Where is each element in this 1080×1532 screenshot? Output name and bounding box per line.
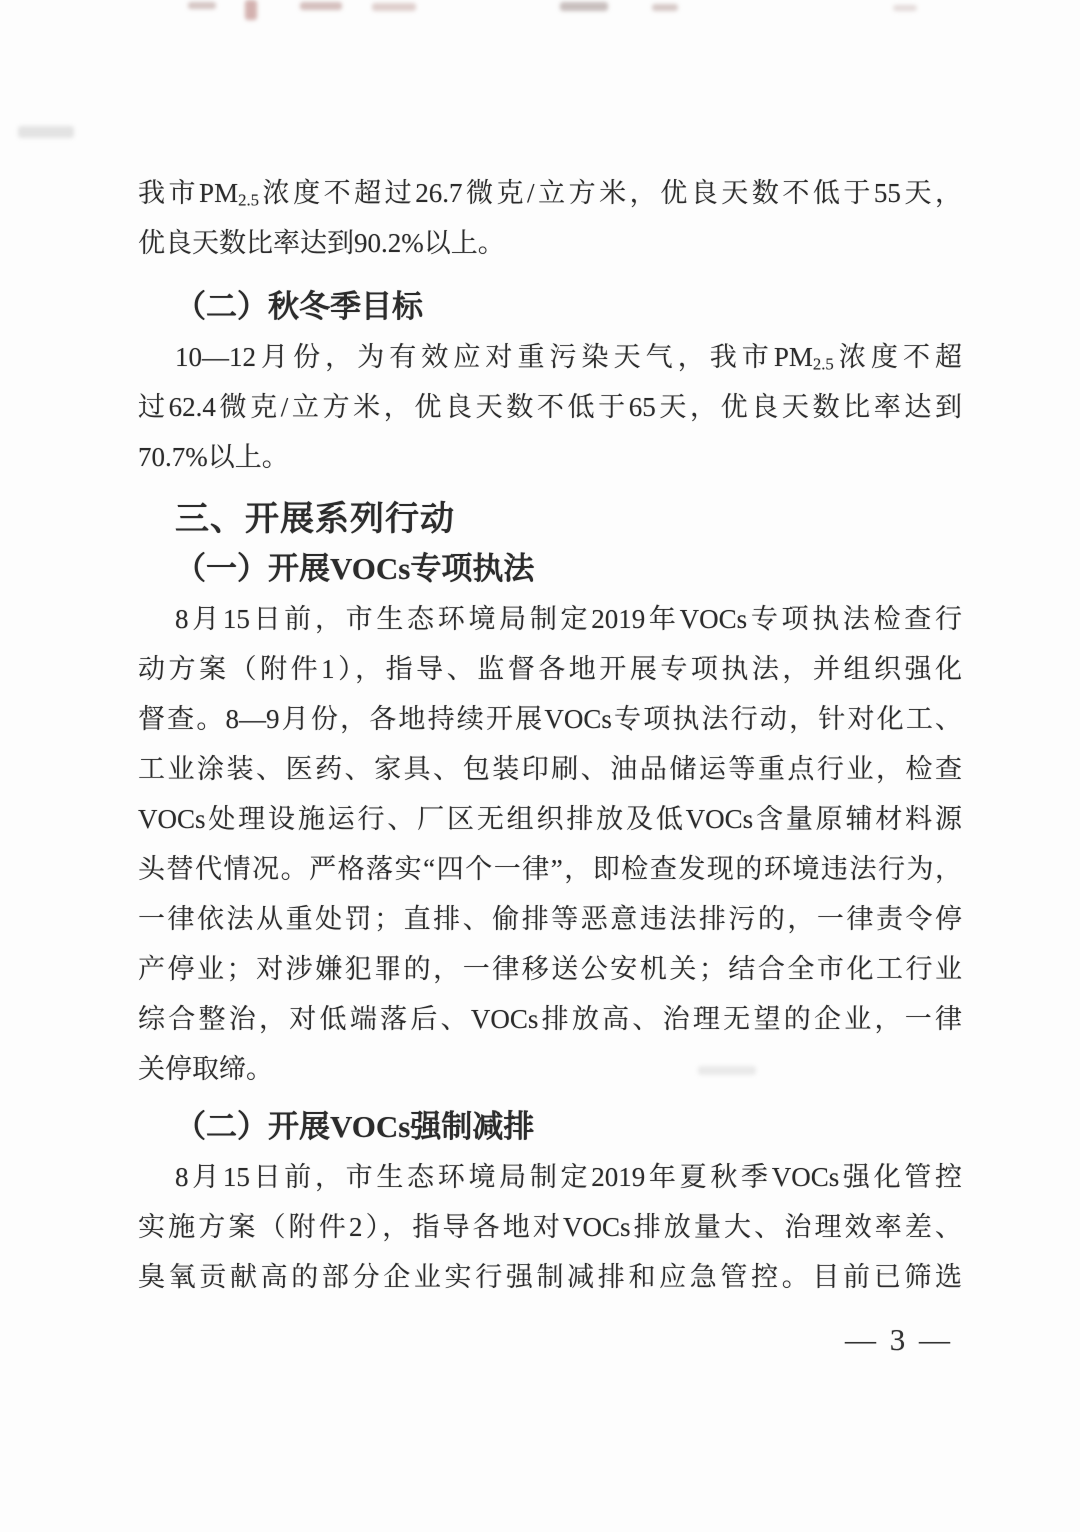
heading-text: （一）开展VOCs专项执法	[175, 551, 535, 586]
text-line	[138, 432, 962, 482]
text-segment: 过62.4微克/立方米，优良天数不低于65天，优良天数比率达到	[138, 392, 962, 422]
text-segment: 70.7%以上。	[138, 442, 289, 472]
section-heading-vocs-mandatory-reduction	[138, 1102, 962, 1152]
scan-artifact	[893, 5, 917, 11]
scan-artifact	[300, 2, 342, 10]
text-segment: 综合整治，对低端落后、VOCs排放高、治理无望的企业，一律	[138, 1004, 962, 1034]
text-line	[138, 694, 962, 744]
text-line	[138, 332, 962, 382]
section-heading-series-actions	[138, 494, 962, 544]
text-segment: 8月15日前，市生态环境局制定2019年VOCs专项执法检查行	[175, 604, 962, 634]
text-line	[138, 944, 962, 994]
heading-text: （二）秋冬季目标	[175, 289, 423, 324]
text-line	[138, 594, 962, 644]
text-segment: 浓度不超	[833, 342, 962, 372]
text-line	[138, 1252, 962, 1302]
heading-text: （二）开展VOCs强制减排	[175, 1109, 535, 1144]
text-segment: 臭氧贡献高的部分企业实行强制减排和应急管控。目前已筛选	[138, 1262, 962, 1292]
text-segment: 督查。8—9月份，各地持续开展VOCs专项执法行动，针对化工、	[138, 704, 962, 734]
text-segment: 头替代情况。严格落实“四个一律”，即检查发现的环境违法行为，	[138, 854, 962, 884]
text-line	[138, 794, 962, 844]
text-segment: 一律依法从重处罚；直排、偷排等恶意违法排污的，一律责令停	[138, 904, 962, 934]
text-line	[138, 994, 962, 1044]
text-segment: 产停业；对涉嫌犯罪的，一律移送公安机关；结合全市化工行业	[138, 954, 962, 984]
pm25-subscript: 2.5	[238, 190, 260, 210]
text-line	[138, 644, 962, 694]
section-heading-autumn-winter-target	[138, 282, 962, 332]
text-segment: 我市PM	[138, 178, 239, 208]
text-line	[138, 1044, 962, 1094]
text-segment: 浓度不超过26.7微克/立方米，优良天数不低于55天，	[259, 178, 962, 208]
text-segment: 关停取缔。	[138, 1054, 273, 1084]
document-content	[138, 168, 962, 1302]
heading-text: 三、开展系列行动	[175, 500, 455, 538]
text-line	[138, 168, 962, 218]
scan-artifact	[245, 0, 257, 20]
text-line	[138, 894, 962, 944]
text-line	[138, 1202, 962, 1252]
text-line	[138, 744, 962, 794]
section-heading-vocs-enforcement	[138, 544, 962, 594]
text-line	[138, 844, 962, 894]
text-segment: 工业涂装、医药、家具、包装印刷、油品储运等重点行业，检查	[138, 754, 962, 784]
scan-artifact	[372, 3, 416, 11]
text-line	[138, 382, 962, 432]
text-segment: 8月15日前，市生态环境局制定2019年夏秋季VOCs强化管控	[175, 1162, 962, 1192]
text-segment: 优良天数比率达到90.2%以上。	[138, 228, 505, 258]
scan-artifact	[652, 4, 678, 11]
text-segment: VOCs处理设施运行、厂区无组织排放及低VOCs含量原辅材料源	[138, 804, 962, 834]
page-number: — 3 —	[845, 1322, 953, 1357]
text-segment: 动方案（附件1），指导、监督各地开展专项执法，并组织强化	[138, 654, 962, 684]
scan-artifact	[560, 2, 608, 11]
text-segment: 10—12月份，为有效应对重污染天气，我市PM	[175, 342, 813, 372]
text-line	[138, 218, 962, 268]
text-segment: 实施方案（附件2），指导各地对VOCs排放量大、治理效率差、	[138, 1212, 962, 1242]
scan-artifact	[18, 126, 74, 138]
pm25-subscript: 2.5	[812, 354, 834, 374]
text-line	[138, 1152, 962, 1202]
scan-artifact	[188, 2, 216, 9]
